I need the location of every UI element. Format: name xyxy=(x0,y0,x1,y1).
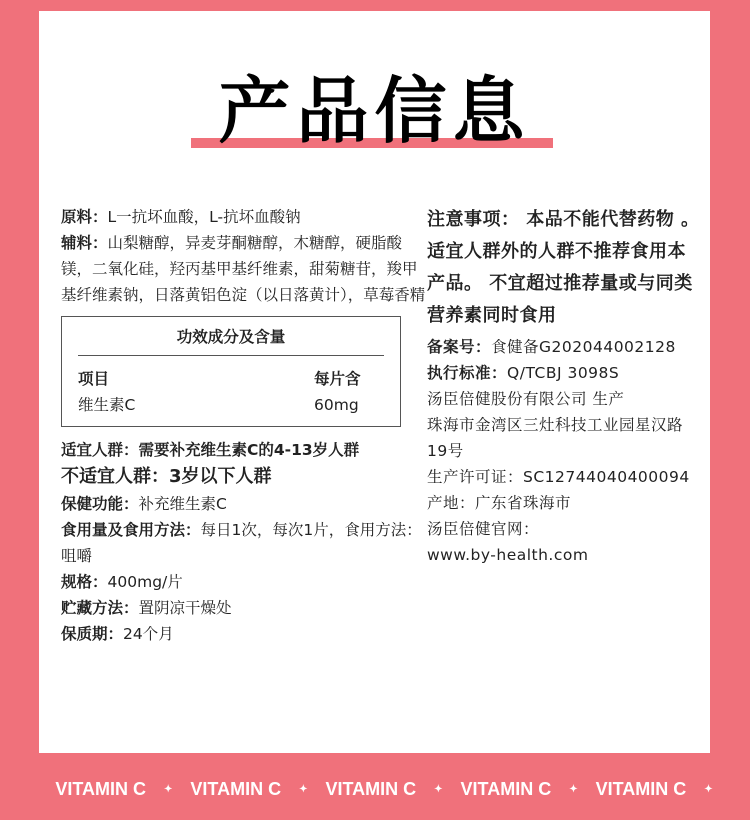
suitable-label: 适宜人群： xyxy=(61,441,139,459)
shelf-life-label: 保质期： xyxy=(61,625,124,643)
sparkle-icon: ✦ xyxy=(299,783,308,795)
info-card xyxy=(39,11,710,753)
filing-label: 备案号： xyxy=(427,338,492,356)
footer-label: VITAMIN C xyxy=(190,778,282,799)
table-cell-amount: 60mg xyxy=(314,396,359,414)
dosage-line xyxy=(61,517,431,569)
ingredients-value: L一抗坏血酸，L-抗坏血酸钠 xyxy=(107,208,301,226)
ingredients-table xyxy=(61,316,401,427)
function-label: 保健功能： xyxy=(61,495,139,513)
table-header-amount: 每片含 xyxy=(314,370,361,388)
excipients-value: 山梨糖醇，异麦芽酮糖醇，木糖醇，硬脂酸镁，二氧化硅，羟丙基甲基纤维素，甜菊糖苷，羧甲基纤维素钠，日落黄铝色淀（以日落黄计），草莓香精 xyxy=(61,234,426,304)
storage-value: 置阴凉干燥处 xyxy=(138,599,232,617)
storage-line xyxy=(61,595,431,621)
sparkle-icon: ✦ xyxy=(704,783,713,795)
suitable-value: 需要补充维生素C的4-13岁人群 xyxy=(138,441,360,459)
ingredients-line xyxy=(61,204,431,230)
excipients-label: 辅料： xyxy=(61,234,108,252)
standard-label: 执行标准： xyxy=(427,364,508,382)
footer-banner xyxy=(0,766,750,812)
footer-label: VITAMIN C xyxy=(595,778,687,799)
table-cell-item: 维生素C xyxy=(78,396,136,414)
unsuitable-line xyxy=(61,463,431,491)
notice-text: 注意事项： 本品不能代替药物 。适宜人群外的人群不推荐食用本产品。 不宜超过推荐量或与同类营养素同时食用 xyxy=(427,209,700,326)
left-column xyxy=(61,204,431,647)
website-link: www.by-health.com xyxy=(427,546,589,564)
table-divider xyxy=(78,355,384,356)
title-block xyxy=(39,66,710,156)
unsuitable-value: 3岁以下人群 xyxy=(169,466,272,487)
suitable-line xyxy=(61,437,431,463)
table-header-item: 项目 xyxy=(78,370,110,388)
origin-line xyxy=(427,490,702,516)
dosage-label: 食用量及食用方法： xyxy=(61,521,201,539)
shelf-life-line xyxy=(61,621,431,647)
table-header-row xyxy=(78,366,384,392)
sparkle-icon: ✦ xyxy=(164,783,173,795)
manufacturer-line: 汤臣倍健股份有限公司 生产 xyxy=(427,390,625,408)
filing-value: 食健备G202044002128 xyxy=(491,338,676,356)
sparkle-icon: ✦ xyxy=(569,783,578,795)
shelf-life-value: 24个月 xyxy=(123,625,174,643)
license-line xyxy=(427,464,702,490)
function-value: 补充维生素C xyxy=(138,495,227,513)
standard-value: Q/TCBJ 3098S xyxy=(507,364,620,382)
origin-value: 广东省珠海市 xyxy=(475,494,572,512)
address-line: 珠海市金湾区三灶科技工业园星汉路19号 xyxy=(427,416,684,460)
standard-line xyxy=(427,360,702,386)
license-value: SC12744040400094 xyxy=(523,468,690,486)
storage-label: 贮藏方法： xyxy=(61,599,139,617)
right-column xyxy=(427,204,702,568)
ingredients-label: 原料： xyxy=(61,208,108,226)
sparkle-icon: ✦ xyxy=(434,783,443,795)
footer-label: VITAMIN C xyxy=(325,778,417,799)
unsuitable-label: 不适宜人群： xyxy=(61,466,169,487)
footer-label: VITAMIN C xyxy=(460,778,552,799)
table-title: 功效成分及含量 xyxy=(176,328,286,346)
spec-value: 400mg/片 xyxy=(107,573,183,591)
excipients-line xyxy=(61,230,431,308)
dosage-value: 每日1次，每次1片，食用方法：咀嚼 xyxy=(61,521,422,565)
origin-label: 产地： xyxy=(427,494,476,512)
footer-label: VITAMIN C xyxy=(55,778,147,799)
license-label: 生产许可证： xyxy=(427,468,524,486)
spec-line xyxy=(61,569,431,595)
filing-line xyxy=(427,334,702,360)
website-label-line: 汤臣倍健官网： xyxy=(427,520,540,538)
table-row xyxy=(78,392,384,418)
spec-label: 规格： xyxy=(61,573,108,591)
page-title: 产品信息 xyxy=(218,69,531,153)
function-line xyxy=(61,491,431,517)
